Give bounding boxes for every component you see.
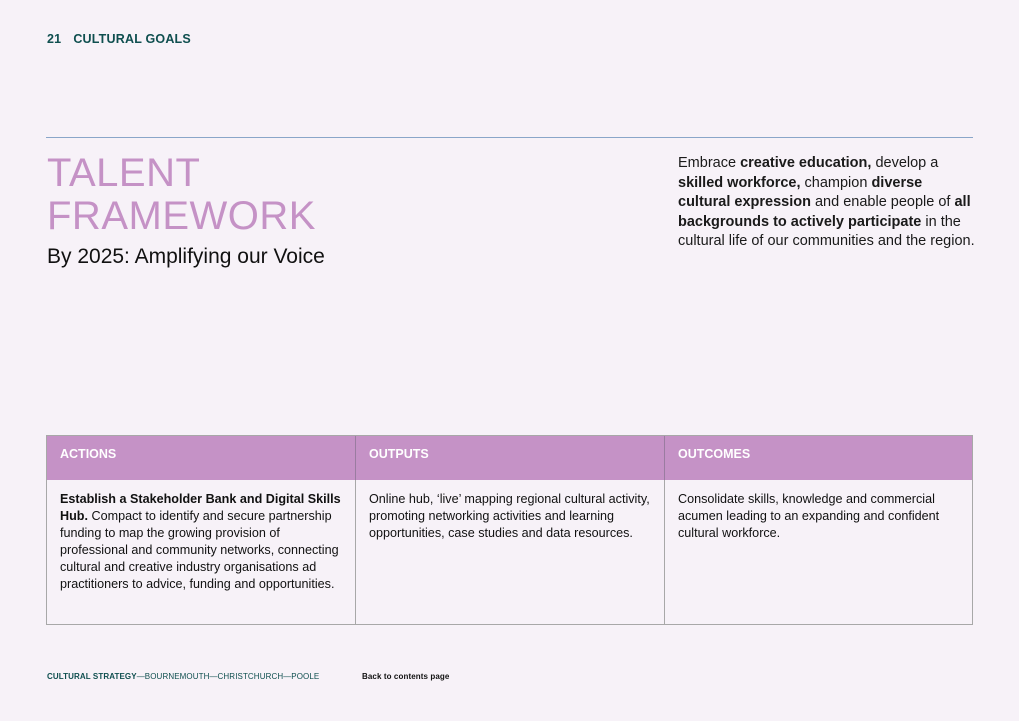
actions-bold: Establish a Stakeholder Bank and Digital Skills Hub. (60, 492, 341, 523)
header-outcomes: OUTCOMES (665, 436, 972, 480)
footer-strategy (47, 672, 319, 681)
intro-bold-4: all backgrounds to actively participate (678, 194, 971, 230)
intro-text-5: in the cultural life of our communities and the region. (678, 213, 975, 249)
intro-bold-1: creative education, (740, 155, 872, 171)
page-number: 21 (47, 32, 62, 46)
intro-text-3: champion (800, 174, 872, 191)
framework-table (46, 435, 973, 625)
page-header (47, 32, 191, 46)
page-title (47, 152, 316, 238)
cell-outputs: Online hub, ‘live’ mapping regional cultural activity, promoting networking activities and learning opportunities, case studies and data resources. (356, 480, 665, 624)
header-outputs: OUTPUTS (356, 436, 665, 480)
intro-text-2: develop a (871, 155, 939, 171)
section-title: CULTURAL GOALS (73, 32, 191, 46)
cell-actions (47, 480, 356, 624)
intro-text-1: Embrace (678, 155, 741, 171)
header-actions: ACTIONS (47, 436, 356, 480)
intro-bold-2: skilled workforce, (678, 174, 801, 191)
title-line-2: FRAMEWORK (47, 194, 316, 238)
footer-places: —BOURNEMOUTH—CHRISTCHURCH—POOLE (136, 672, 320, 681)
footer-strategy-label: CULTURAL STRATEGY (47, 672, 137, 681)
cell-outcomes: Consolidate skills, knowledge and commercial acumen leading to an expanding and confident cultural workforce. (678, 492, 940, 540)
divider (46, 137, 973, 138)
intro-paragraph (678, 154, 978, 252)
actions-text: Compact to identify and secure partnership funding to map the growing provision of professional and community networks, connecting cultural and creative industry organisations ad practitioners to advice, funding and opportunities. (60, 509, 339, 591)
intro-bold-3: diverse cultural expression (678, 174, 923, 210)
page-subtitle: By 2025: Amplifying our Voice (47, 245, 325, 268)
title-line-1: TALENT (47, 151, 201, 195)
back-to-contents-link[interactable]: Back to contents page (362, 672, 450, 681)
intro-text-4: and enable people of (810, 194, 955, 210)
